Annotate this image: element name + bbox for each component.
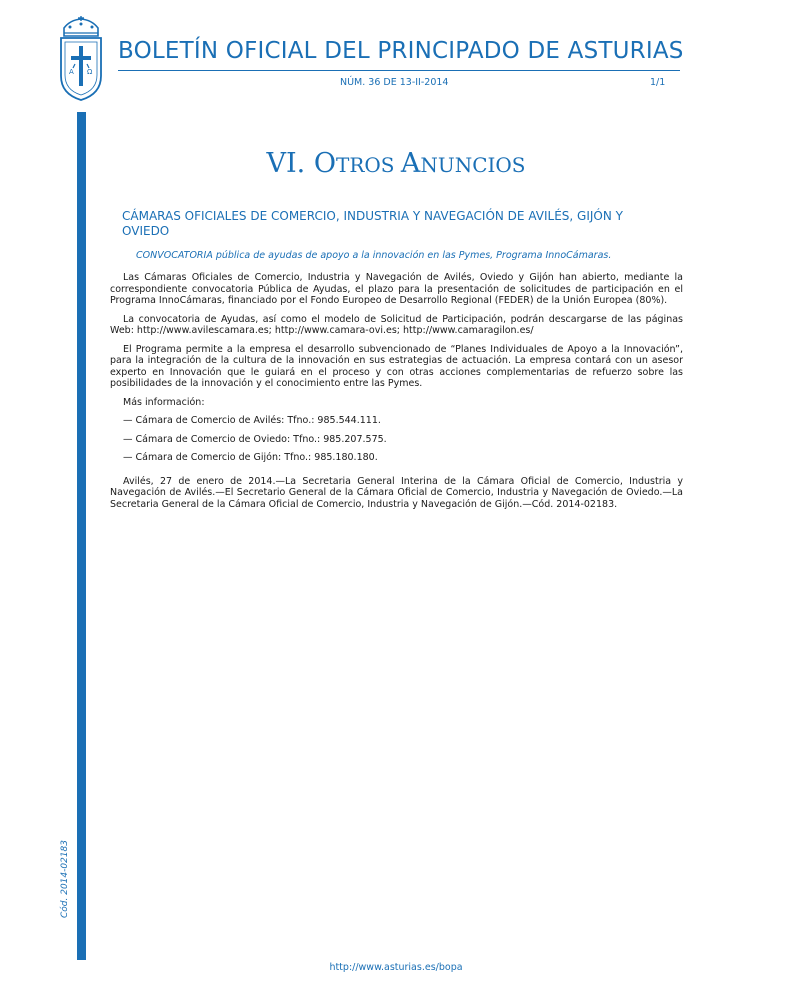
paragraph-intro: Las Cámaras Oficiales de Comercio, Industria y Navegación de Avilés, Oviedo y Gijón han abierto, mediante la correspondiente convocatoria Pública de Ayudas, el plazo para la presentación de solicitudes de participación en el Programa InnoCámaras, financiado por el Fondo Europeo de Desarrollo Regional (FEDER) de la Unión Europea (80%). [110, 272, 683, 306]
paragraph-signature: Avilés, 27 de enero de 2014.—La Secretaria General Interina de la Cámara Oficial de Comercio, Industria y Navegación de Avilés.—El Secretario General de la Cámara Oficial de Comercio, Industria y Navegación de Oviedo.—La Secretaria General de la Cámara Oficial de Comercio, Industria y Navegación de Gijón.—Cód. 2014-02183. [110, 475, 683, 510]
footer-url-link[interactable]: http://www.asturias.es/bopa [329, 962, 463, 973]
contact-oviedo: — Cámara de Comercio de Oviedo: Tfno.: 985.207.575. [123, 433, 387, 445]
announcement-subtitle: CONVOCATORIA pública de ayudas de apoyo a la innovación en las Pymes, Programa InnoCámaras. [136, 250, 612, 261]
organization-heading: CÁMARAS OFICIALES DE COMERCIO, INDUSTRIA Y NAVEGACIÓN DE AVILÉS, GIJÓN Y OVIEDO [122, 209, 623, 238]
section-prefix: VI. [266, 148, 314, 179]
svg-text:A: A [69, 68, 74, 76]
left-sidebar-bar [77, 112, 86, 960]
issue-number: NÚM. 36 DE 13-II-2014 [340, 77, 449, 88]
contact-aviles: — Cámara de Comercio de Avilés: Tfno.: 985.544.111. [123, 415, 381, 426]
side-document-code: Cód. 2014-02183 [60, 839, 70, 918]
coat-of-arms-logo [56, 16, 106, 102]
paragraph-more-info: Más información: [123, 396, 205, 408]
bulletin-title: BOLETÍN OFICIAL DEL PRINCIPADO DE ASTURIAS [118, 38, 684, 64]
page-indicator: 1/1 [650, 77, 666, 88]
header-rule [118, 70, 680, 71]
svg-text:Ω: Ω [87, 68, 93, 76]
paragraph-program: El Programa permite a la empresa el desarrollo subvencionado de “Planes Individuales de Apoyo a la Innovación”, para la integración de la cultura de la innovación en sus estrategias de actuación. La empresa contará con un asesor experto en Innovación que le guiará en el proceso y con otras acciones complementarias de refuerzo sobre las posibilidades de la innovación y el conocimiento entre las Pymes. [110, 343, 683, 389]
announcement-body [110, 272, 683, 517]
paragraph-download: La convocatoria de Ayudas, así como el modelo de Solicitud de Participación, podrán descargarse de las páginas Web: http://www.avilescamara.es; http://www.camara-ovi.es; http://www.camaragilon.es/ [110, 313, 683, 336]
section-a-rest: NUNCIOS [420, 153, 526, 177]
section-a-cap: A [400, 148, 421, 179]
section-heading [0, 148, 792, 179]
contact-gijon: — Cámara de Comercio de Gijón: Tfno.: 985.180.180. [123, 452, 378, 463]
section-o-rest: TROS [335, 153, 401, 177]
section-o-cap: O [313, 148, 336, 179]
